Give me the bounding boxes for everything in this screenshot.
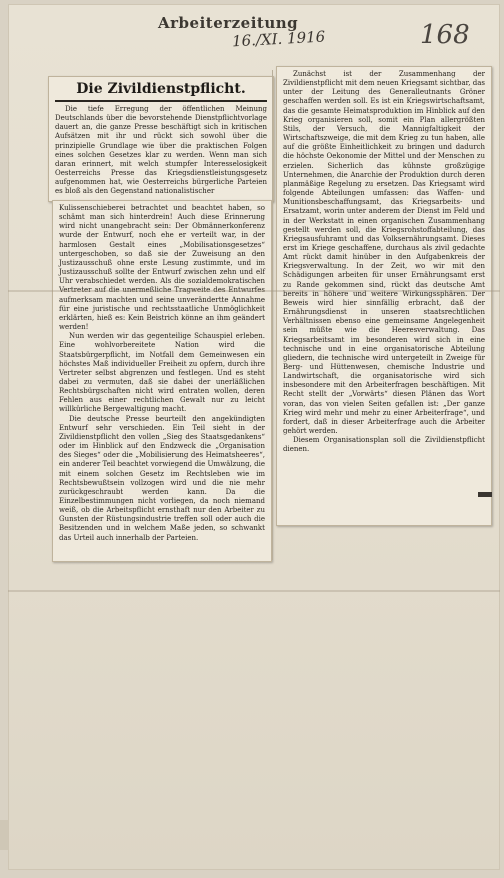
paragraph: Die deutsche Presse beurteilt den angekündigten Entwurf sehr verschieden. Ein Teil sieht in der Zivildienstpflicht den vollen „Sieg des Staatsgedankens“ oder im Hinblick auf den Endzweck die „Organisation des Sieges“ oder die „Mobilisierung des Heimatsheeres“, ein anderer Teil beachtet vorwiegend die Umwälzung, die mit einem solchen Gesetz im Rechtsleben wie im Rechtsbewußtsein vollzogen wird und die nie mehr zurückgeschraubt werden kann. Da die Einzelbestimmungen nicht vorliegen, da noch niemand weiß, ob die Arbeitspflicht ernsthaft nur den Arbeiter zu Gunsten der Rüstungsindustrie treffen soll oder auch die Besitzenden und in welchem Maße jeden, so schwankt das Urteil auch innerhalb der Parteien. (59, 414, 265, 542)
handwritten-number: 168 (420, 20, 470, 50)
newspaper-masthead: Arbeiterzeitung (158, 14, 299, 32)
handwritten-date: 16./XI. 1916 (231, 27, 326, 51)
column-right (277, 67, 491, 458)
sheet-edge-tab (0, 820, 8, 850)
clipping-right-column (276, 66, 492, 526)
clipping-left-column (52, 200, 272, 562)
article-headline: Die Zivildienstpflicht. (76, 81, 246, 97)
paragraph: Die tiefe Erregung der öffentlichen Meinung Deutschlands über die bevorstehende Dienstpflichtvorlage dauert an, die ganze Presse beschäftigt sich in kritischen Aufsätzen mit ihr und rückt sich sowohl über die prinzipielle Grundlage wie über die praktischen Folgen eines solchen Gesetzes klar zu werden. Wenn man sich daran erinnert, mit welch stumpfer Interesselosigkeit Oesterreichs Presse das Kriegsdienstleistungsgesetz aufgenommen hat, wie Oesterreichs bürgerliche Parteien es bloß als den Gegenstand nationalistischer (55, 105, 267, 196)
paper-fold-line (8, 590, 500, 592)
ink-mark (478, 492, 492, 497)
column-left (53, 201, 271, 546)
column-intro (49, 102, 273, 200)
column-separator (272, 70, 273, 560)
paragraph: Kulissenschieberei betrachtet und beachtet haben, so schämt man sich hinterdrein! Auch diese Erinnerung wird nicht unangebracht sein: Der Obmännerkonferenz wurde der Entwurf, noch ehe er verteilt war, in der harmlosen Gestalt eines „Mobilisationsgesetzes“ untergeschoben, so daß sie der Zuweisung an den Justizausschuß ohne erste Lesung zustimmte, und im Justizausschuß sollte der Entwurf zwischen zehn und elf Uhr verabschiedet werden. Als die sozialdemokratischen Vertreter auf die unermeßliche Tragweite des Entwurfes aufmerksam machten und seine unverändertte Annahme für eine juristische und rechtsstaatliche Unmöglichkeit erklärten, hieß es: Kein Beistrich könne an ihm geändert werden! (59, 204, 265, 332)
clipping-headline-block (48, 76, 274, 202)
paper-fold-line (8, 290, 500, 292)
paragraph: Diesem Organisationsplan soll die Zivildienstpflicht dienen. (283, 436, 485, 454)
paragraph: Zunächst ist der Zusammenhang der Zivildienstpflicht mit dem neuen Kriegsamt sichtbar, das unter der Leitung des Generalleutnants Gröner geschaffen werden soll. Es ist ein Kriegswirtschaftsamt, das die gesamte Heimatsproduktion im Hinblick auf den Krieg organisieren soll, somit ein Plan allergrößten Stils, der Versuch, die Mannigfaltigkeit der Wirtschaftszweige, die mit dem Krieg zu tun haben, alle auf die größte Einheitlichkeit zu bringen und dadurch die höchste Oekonomie der Mittel und der Menschen zu erzielen. Sicherlich das kühnste großzügige Unternehmen, die Anarchie der Produktion durch deren planmäßige Regelung zu ersetzen. Das Kriegsamt wird folgende Abteilungen umfassen: das Waffen- und Munitionsbeschaffungsamt, das Kriegsarbeits- und Ersatzamt, worin unter anderem der Dienst im Feld und in der Werkstatt in einen organischen Zusammenhang gestellt werden soll, die Kriegsrohstoffabteilung, das Kriegsausfuhramt und das Volksernährungsamt. Dieses erst im Kriege geschaffene, durchaus als zivil gedachte Amt rückt damit hinüber in den Aufgabenkreis der Kriegsverwaltung. In der Zeit, wo wir mit den Schädigungen arbeiten für unser Ernährungsamt erst zu Rande gekommen sind, rückt das deutsche Amt bereits in höhere und weitere Wirkungssphären. Der Beweis wird hier sinnfällig erbracht, daß der Ernährungsdienst in unseren staatsrechtlichen Verhältnissen ebenso eine gemeinsame Angelegenheit sein müßte wie die Heeresverwaltung. Das Kriegsarbeitsamt im besonderen wird sich in eine technische und in eine organisatorische Abteilung gliedern, die technische wird untergeteilt in Zweige für Berg- und Hüttenwesen, chemische Industrie und Landwirtschaft, die organisatorische wird sich insbesondere mit den Arbeiterfragen beschäftigen. Mit Recht stellt der „Vorwärts“ diesen Plänen das Wort voran, das von vielen Seiten gefallen ist: „Der ganze Krieg wird mehr und mehr zu einer Arbeiterfrage“, und fordert, daß in dieser Arbeiterfrage auch die Arbeiter gehört werden. (283, 70, 485, 436)
paragraph: Nun werden wir das gegenteilige Schauspiel erleben. Eine wohlvorbereitete Nation wird die Staatsbürgerpflicht, im Notfall dem Gemeinwesen ein höchstes Maß individueller Freiheit zu opfern, durch ihre Vertreter selbst abgrenzen und festlegen. Und es steht dabei zu vermuten, daß sie dabei der unerläßlichen Rechtsbürgschaften nicht wird entraten wollen, deren Fehlen aus einer rechtlichen Gewalt nur zu leicht willkürliche Bergewaltigung macht. (59, 332, 265, 414)
